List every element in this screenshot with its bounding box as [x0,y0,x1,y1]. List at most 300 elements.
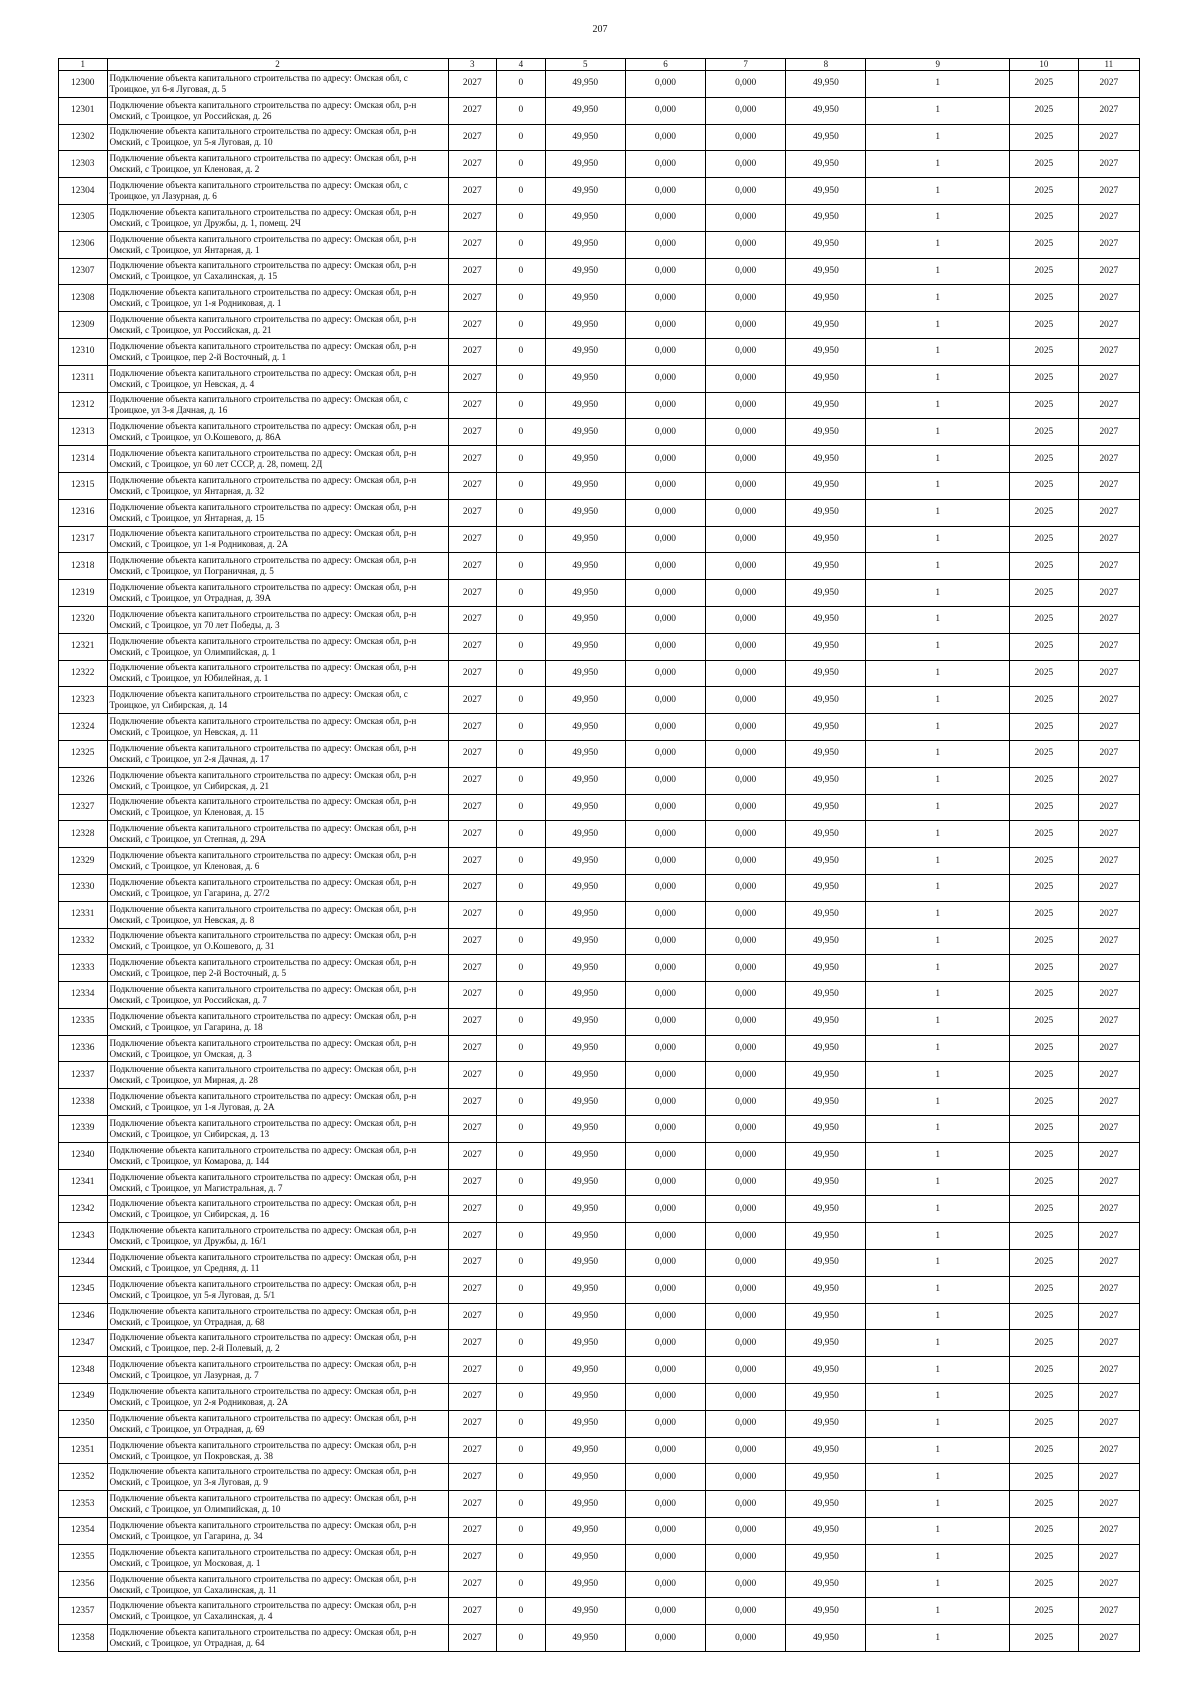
start-year-cell: 2025 [1010,1142,1079,1169]
col5-value-cell: 49,950 [545,1062,625,1089]
start-year-cell: 2025 [1010,472,1079,499]
year-cell: 2027 [448,901,497,928]
end-year-cell: 2027 [1078,633,1139,660]
col4-cell: 0 [497,472,546,499]
end-year-cell: 2027 [1078,1384,1139,1411]
col8-value-cell: 49,950 [786,1357,866,1384]
col4-cell: 0 [497,338,546,365]
col5-value-cell: 49,950 [545,1598,625,1625]
col9-count-cell: 1 [866,446,1010,473]
year-cell: 2027 [448,392,497,419]
table-row [59,1223,1140,1250]
row-number-cell: 12320 [59,606,108,633]
start-year-cell: 2025 [1010,740,1079,767]
description-cell: Подключение объекта капитального строительства по адресу: Омская обл, р-н Омский, с Троицкое, ул Комарова, д. 144 [107,1142,448,1169]
year-cell: 2027 [448,928,497,955]
table-row [59,821,1140,848]
end-year-cell: 2027 [1078,982,1139,1009]
description-cell: Подключение объекта капитального строительства по адресу: Омская обл, р-н Омский, с Троицкое, ул Гагарина, д. 34 [107,1518,448,1545]
end-year-cell: 2027 [1078,1437,1139,1464]
col8-value-cell: 49,950 [786,1196,866,1223]
col5-value-cell: 49,950 [545,124,625,151]
col9-count-cell: 1 [866,124,1010,151]
col8-value-cell: 49,950 [786,1384,866,1411]
year-cell: 2027 [448,660,497,687]
col6-value-cell: 0,000 [625,231,705,258]
description-cell: Подключение объекта капитального строительства по адресу: Омская обл, р-н Омский, с Троицкое, ул Магистральная, д. 7 [107,1169,448,1196]
start-year-cell: 2025 [1010,178,1079,205]
col7-value-cell: 0,000 [706,178,786,205]
col8-value-cell: 49,950 [786,1035,866,1062]
end-year-cell: 2027 [1078,1062,1139,1089]
col4-cell: 0 [497,1571,546,1598]
col4-cell: 0 [497,928,546,955]
col9-count-cell: 1 [866,1223,1010,1250]
row-number-cell: 12336 [59,1035,108,1062]
row-number-cell: 12323 [59,687,108,714]
col4-cell: 0 [497,1196,546,1223]
col5-value-cell: 49,950 [545,1169,625,1196]
year-cell: 2027 [448,1384,497,1411]
col9-count-cell: 1 [866,1518,1010,1545]
col5-value-cell: 49,950 [545,1330,625,1357]
col9-count-cell: 1 [866,1276,1010,1303]
table-row [59,1571,1140,1598]
end-year-cell: 2027 [1078,231,1139,258]
start-year-cell: 2025 [1010,1464,1079,1491]
col8-value-cell: 49,950 [786,794,866,821]
col4-cell: 0 [497,1116,546,1143]
col4-cell: 0 [497,580,546,607]
description-cell: Подключение объекта капитального строительства по адресу: Омская обл, р-н Омский, с Троицкое, ул Сахалинская, д. 15 [107,258,448,285]
col6-value-cell: 0,000 [625,1571,705,1598]
description-cell: Подключение объекта капитального строительства по адресу: Омская обл, р-н Омский, с Троицкое, ул Гагарина, д. 27/2 [107,874,448,901]
row-number-cell: 12310 [59,338,108,365]
end-year-cell: 2027 [1078,1169,1139,1196]
col7-value-cell: 0,000 [706,446,786,473]
row-number-cell: 12351 [59,1437,108,1464]
col6-value-cell: 0,000 [625,1142,705,1169]
column-header: 9 [866,59,1010,71]
end-year-cell: 2027 [1078,1571,1139,1598]
col4-cell: 0 [497,848,546,875]
col5-value-cell: 49,950 [545,1116,625,1143]
end-year-cell: 2027 [1078,365,1139,392]
row-number-cell: 12306 [59,231,108,258]
end-year-cell: 2027 [1078,1089,1139,1116]
table-row [59,392,1140,419]
end-year-cell: 2027 [1078,901,1139,928]
description-cell: Подключение объекта капитального строительства по адресу: Омская обл, р-н Омский, с Троицкое, ул Сибирская, д. 16 [107,1196,448,1223]
end-year-cell: 2027 [1078,1544,1139,1571]
start-year-cell: 2025 [1010,97,1079,124]
column-header: 3 [448,59,497,71]
description-cell: Подключение объекта капитального строительства по адресу: Омская обл, р-н Омский, с Троицкое, ул Кленовая, д. 2 [107,151,448,178]
end-year-cell: 2027 [1078,285,1139,312]
table-row [59,1491,1140,1518]
row-number-cell: 12358 [59,1625,108,1652]
description-cell: Подключение объекта капитального строительства по адресу: Омская обл, р-н Омский, с Троицкое, ул Пограничная, д. 5 [107,553,448,580]
end-year-cell: 2027 [1078,258,1139,285]
table-row [59,231,1140,258]
col5-value-cell: 49,950 [545,660,625,687]
end-year-cell: 2027 [1078,928,1139,955]
col4-cell: 0 [497,1089,546,1116]
col6-value-cell: 0,000 [625,499,705,526]
end-year-cell: 2027 [1078,874,1139,901]
col6-value-cell: 0,000 [625,338,705,365]
col5-value-cell: 49,950 [545,446,625,473]
col9-count-cell: 1 [866,392,1010,419]
col9-count-cell: 1 [866,955,1010,982]
col4-cell: 0 [497,1169,546,1196]
col5-value-cell: 49,950 [545,1518,625,1545]
col5-value-cell: 49,950 [545,767,625,794]
col6-value-cell: 0,000 [625,97,705,124]
end-year-cell: 2027 [1078,1223,1139,1250]
col9-count-cell: 1 [866,365,1010,392]
row-number-cell: 12337 [59,1062,108,1089]
start-year-cell: 2025 [1010,312,1079,339]
column-header: 6 [625,59,705,71]
table-row [59,794,1140,821]
col8-value-cell: 49,950 [786,633,866,660]
col8-value-cell: 49,950 [786,258,866,285]
description-cell: Подключение объекта капитального строительства по адресу: Омская обл, р-н Омский, с Троицкое, ул Степная, д. 29А [107,821,448,848]
description-cell: Подключение объекта капитального строительства по адресу: Омская обл, р-н Омский, с Троицкое, ул Кленовая, д. 6 [107,848,448,875]
start-year-cell: 2025 [1010,1250,1079,1277]
column-header: 1 [59,59,108,71]
col6-value-cell: 0,000 [625,982,705,1009]
row-number-cell: 12356 [59,1571,108,1598]
col8-value-cell: 49,950 [786,151,866,178]
col4-cell: 0 [497,178,546,205]
column-header: 2 [107,59,448,71]
col6-value-cell: 0,000 [625,365,705,392]
year-cell: 2027 [448,312,497,339]
col4-cell: 0 [497,1062,546,1089]
col5-value-cell: 49,950 [545,472,625,499]
start-year-cell: 2025 [1010,1544,1079,1571]
table-row [59,1518,1140,1545]
description-cell: Подключение объекта капитального строительства по адресу: Омская обл, р-н Омский, с Троицкое, ул Сахалинская, д. 11 [107,1571,448,1598]
col5-value-cell: 49,950 [545,982,625,1009]
description-cell: Подключение объекта капитального строительства по адресу: Омская обл, р-н Омский, с Троицкое, ул Сахалинская, д. 4 [107,1598,448,1625]
end-year-cell: 2027 [1078,714,1139,741]
description-cell: Подключение объекта капитального строительства по адресу: Омская обл, р-н Омский, с Троицкое, пер. 2-й Полевый, д. 2 [107,1330,448,1357]
description-cell: Подключение объекта капитального строительства по адресу: Омская обл, р-н Омский, с Троицкое, ул Отрадная, д. 68 [107,1303,448,1330]
description-cell: Подключение объекта капитального строительства по адресу: Омская обл, р-н Омский, с Троицкое, пер 2-й Восточный, д. 1 [107,338,448,365]
col6-value-cell: 0,000 [625,633,705,660]
col5-value-cell: 49,950 [545,955,625,982]
start-year-cell: 2025 [1010,687,1079,714]
col5-value-cell: 49,950 [545,338,625,365]
table-row [59,1410,1140,1437]
table-row [59,258,1140,285]
table-row [59,1196,1140,1223]
row-number-cell: 12313 [59,419,108,446]
year-cell: 2027 [448,258,497,285]
start-year-cell: 2025 [1010,821,1079,848]
table-row [59,874,1140,901]
col6-value-cell: 0,000 [625,1223,705,1250]
year-cell: 2027 [448,794,497,821]
row-number-cell: 12333 [59,955,108,982]
col4-cell: 0 [497,1464,546,1491]
col8-value-cell: 49,950 [786,1544,866,1571]
col8-value-cell: 49,950 [786,365,866,392]
description-cell: Подключение объекта капитального строительства по адресу: Омская обл, р-н Омский, с Троицкое, ул 2-я Родниковая, д. 2А [107,1384,448,1411]
col7-value-cell: 0,000 [706,365,786,392]
col5-value-cell: 49,950 [545,1035,625,1062]
table-row [59,687,1140,714]
col9-count-cell: 1 [866,258,1010,285]
col6-value-cell: 0,000 [625,848,705,875]
col4-cell: 0 [497,1223,546,1250]
start-year-cell: 2025 [1010,1169,1079,1196]
description-cell: Подключение объекта капитального строительства по адресу: Омская обл, р-н Омский, с Троицкое, ул Отрадная, д. 64 [107,1625,448,1652]
col8-value-cell: 49,950 [786,1303,866,1330]
description-cell: Подключение объекта капитального строительства по адресу: Омская обл, р-н Омский, с Троицкое, ул 5-я Луговая, д. 10 [107,124,448,151]
col7-value-cell: 0,000 [706,1276,786,1303]
start-year-cell: 2025 [1010,874,1079,901]
col8-value-cell: 49,950 [786,580,866,607]
col7-value-cell: 0,000 [706,1116,786,1143]
col8-value-cell: 49,950 [786,928,866,955]
description-cell: Подключение объекта капитального строительства по адресу: Омская обл, р-н Омский, с Троицкое, пер 2-й Восточный, д. 5 [107,955,448,982]
col9-count-cell: 1 [866,1196,1010,1223]
col4-cell: 0 [497,660,546,687]
col6-value-cell: 0,000 [625,955,705,982]
col8-value-cell: 49,950 [786,1062,866,1089]
col9-count-cell: 1 [866,472,1010,499]
year-cell: 2027 [448,419,497,446]
col8-value-cell: 49,950 [786,982,866,1009]
col7-value-cell: 0,000 [706,1196,786,1223]
col7-value-cell: 0,000 [706,472,786,499]
start-year-cell: 2025 [1010,660,1079,687]
row-number-cell: 12350 [59,1410,108,1437]
start-year-cell: 2025 [1010,1062,1079,1089]
col5-value-cell: 49,950 [545,1625,625,1652]
row-number-cell: 12319 [59,580,108,607]
table-row [59,580,1140,607]
col8-value-cell: 49,950 [786,472,866,499]
description-cell: Подключение объекта капитального строительства по адресу: Омская обл, р-н Омский, с Троицкое, ул Средняя, д. 11 [107,1250,448,1277]
col6-value-cell: 0,000 [625,660,705,687]
col7-value-cell: 0,000 [706,312,786,339]
col6-value-cell: 0,000 [625,901,705,928]
description-cell: Подключение объекта капитального строительства по адресу: Омская обл, р-н Омский, с Троицкое, ул Кленовая, д. 15 [107,794,448,821]
year-cell: 2027 [448,848,497,875]
end-year-cell: 2027 [1078,767,1139,794]
row-number-cell: 12308 [59,285,108,312]
col7-value-cell: 0,000 [706,526,786,553]
table-row [59,1008,1140,1035]
start-year-cell: 2025 [1010,848,1079,875]
start-year-cell: 2025 [1010,767,1079,794]
end-year-cell: 2027 [1078,1303,1139,1330]
col9-count-cell: 1 [866,526,1010,553]
start-year-cell: 2025 [1010,338,1079,365]
end-year-cell: 2027 [1078,580,1139,607]
column-header: 5 [545,59,625,71]
col5-value-cell: 49,950 [545,1008,625,1035]
year-cell: 2027 [448,982,497,1009]
col8-value-cell: 49,950 [786,285,866,312]
row-number-cell: 12331 [59,901,108,928]
col9-count-cell: 1 [866,901,1010,928]
start-year-cell: 2025 [1010,1008,1079,1035]
col4-cell: 0 [497,606,546,633]
column-header: 11 [1078,59,1139,71]
col4-cell: 0 [497,874,546,901]
connections-table [58,58,1140,1652]
col5-value-cell: 49,950 [545,1571,625,1598]
description-cell: Подключение объекта капитального строительства по адресу: Омская обл, р-н Омский, с Троицкое, ул Мирная, д. 28 [107,1062,448,1089]
column-header: 8 [786,59,866,71]
col9-count-cell: 1 [866,1169,1010,1196]
col4-cell: 0 [497,1035,546,1062]
col6-value-cell: 0,000 [625,1410,705,1437]
col7-value-cell: 0,000 [706,553,786,580]
description-cell: Подключение объекта капитального строительства по адресу: Омская обл, р-н Омский, с Троицкое, ул 70 лет Победы, д. 3 [107,606,448,633]
description-cell: Подключение объекта капитального строительства по адресу: Омская обл, р-н Омский, с Троицкое, ул Янтарная, д. 32 [107,472,448,499]
row-number-cell: 12349 [59,1384,108,1411]
end-year-cell: 2027 [1078,955,1139,982]
description-cell: Подключение объекта капитального строительства по адресу: Омская обл, р-н Омский, с Троицкое, ул Лазурная, д. 7 [107,1357,448,1384]
end-year-cell: 2027 [1078,1008,1139,1035]
col6-value-cell: 0,000 [625,124,705,151]
start-year-cell: 2025 [1010,151,1079,178]
col8-value-cell: 49,950 [786,714,866,741]
start-year-cell: 2025 [1010,71,1079,98]
col5-value-cell: 49,950 [545,178,625,205]
col7-value-cell: 0,000 [706,821,786,848]
end-year-cell: 2027 [1078,740,1139,767]
col9-count-cell: 1 [866,1062,1010,1089]
col8-value-cell: 49,950 [786,1518,866,1545]
col6-value-cell: 0,000 [625,580,705,607]
year-cell: 2027 [448,231,497,258]
end-year-cell: 2027 [1078,1357,1139,1384]
col5-value-cell: 49,950 [545,1410,625,1437]
col6-value-cell: 0,000 [625,419,705,446]
end-year-cell: 2027 [1078,178,1139,205]
col9-count-cell: 1 [866,178,1010,205]
year-cell: 2027 [448,71,497,98]
description-cell: Подключение объекта капитального строительства по адресу: Омская обл, р-н Омский, с Троицкое, ул Невская, д. 11 [107,714,448,741]
end-year-cell: 2027 [1078,1035,1139,1062]
table-row [59,472,1140,499]
col8-value-cell: 49,950 [786,1223,866,1250]
col9-count-cell: 1 [866,1357,1010,1384]
col8-value-cell: 49,950 [786,1142,866,1169]
end-year-cell: 2027 [1078,687,1139,714]
col5-value-cell: 49,950 [545,928,625,955]
row-number-cell: 12326 [59,767,108,794]
start-year-cell: 2025 [1010,714,1079,741]
col6-value-cell: 0,000 [625,794,705,821]
col4-cell: 0 [497,1142,546,1169]
col9-count-cell: 1 [866,633,1010,660]
year-cell: 2027 [448,1089,497,1116]
start-year-cell: 2025 [1010,1437,1079,1464]
col5-value-cell: 49,950 [545,204,625,231]
col9-count-cell: 1 [866,606,1010,633]
description-cell: Подключение объекта капитального строительства по адресу: Омская обл, р-н Омский, с Троицкое, ул Отрадная, д. 39А [107,580,448,607]
col6-value-cell: 0,000 [625,1464,705,1491]
table-row [59,1169,1140,1196]
col6-value-cell: 0,000 [625,1116,705,1143]
year-cell: 2027 [448,1437,497,1464]
year-cell: 2027 [448,955,497,982]
column-header-row [59,59,1140,71]
col4-cell: 0 [497,901,546,928]
start-year-cell: 2025 [1010,124,1079,151]
end-year-cell: 2027 [1078,1491,1139,1518]
col5-value-cell: 49,950 [545,821,625,848]
col6-value-cell: 0,000 [625,1196,705,1223]
col6-value-cell: 0,000 [625,1518,705,1545]
year-cell: 2027 [448,338,497,365]
col4-cell: 0 [497,955,546,982]
col9-count-cell: 1 [866,1544,1010,1571]
row-number-cell: 12327 [59,794,108,821]
col9-count-cell: 1 [866,97,1010,124]
end-year-cell: 2027 [1078,821,1139,848]
col4-cell: 0 [497,821,546,848]
col9-count-cell: 1 [866,982,1010,1009]
col8-value-cell: 49,950 [786,874,866,901]
table-row [59,365,1140,392]
row-number-cell: 12329 [59,848,108,875]
start-year-cell: 2025 [1010,901,1079,928]
col7-value-cell: 0,000 [706,1464,786,1491]
description-cell: Подключение объекта капитального строительства по адресу: Омская обл, р-н Омский, с Троицкое, ул Отрадная, д. 69 [107,1410,448,1437]
start-year-cell: 2025 [1010,955,1079,982]
start-year-cell: 2025 [1010,1303,1079,1330]
col4-cell: 0 [497,392,546,419]
col9-count-cell: 1 [866,419,1010,446]
col4-cell: 0 [497,1598,546,1625]
col5-value-cell: 49,950 [545,1142,625,1169]
col6-value-cell: 0,000 [625,1598,705,1625]
end-year-cell: 2027 [1078,124,1139,151]
col4-cell: 0 [497,1384,546,1411]
col6-value-cell: 0,000 [625,928,705,955]
col6-value-cell: 0,000 [625,687,705,714]
start-year-cell: 2025 [1010,553,1079,580]
col6-value-cell: 0,000 [625,1169,705,1196]
col9-count-cell: 1 [866,1303,1010,1330]
description-cell: Подключение объекта капитального строительства по адресу: Омская обл, р-н Омский, с Троицкое, ул 3-я Луговая, д. 9 [107,1464,448,1491]
year-cell: 2027 [448,1116,497,1143]
col8-value-cell: 49,950 [786,338,866,365]
table-row [59,633,1140,660]
description-cell: Подключение объекта капитального строительства по адресу: Омская обл, р-н Омский, с Троицкое, ул Невская, д. 4 [107,365,448,392]
year-cell: 2027 [448,606,497,633]
description-cell: Подключение объекта капитального строительства по адресу: Омская обл, р-н Омский, с Троицкое, ул Российская, д. 21 [107,312,448,339]
col5-value-cell: 49,950 [545,1491,625,1518]
col9-count-cell: 1 [866,794,1010,821]
col9-count-cell: 1 [866,231,1010,258]
col5-value-cell: 49,950 [545,794,625,821]
year-cell: 2027 [448,1250,497,1277]
year-cell: 2027 [448,472,497,499]
col5-value-cell: 49,950 [545,285,625,312]
col6-value-cell: 0,000 [625,526,705,553]
